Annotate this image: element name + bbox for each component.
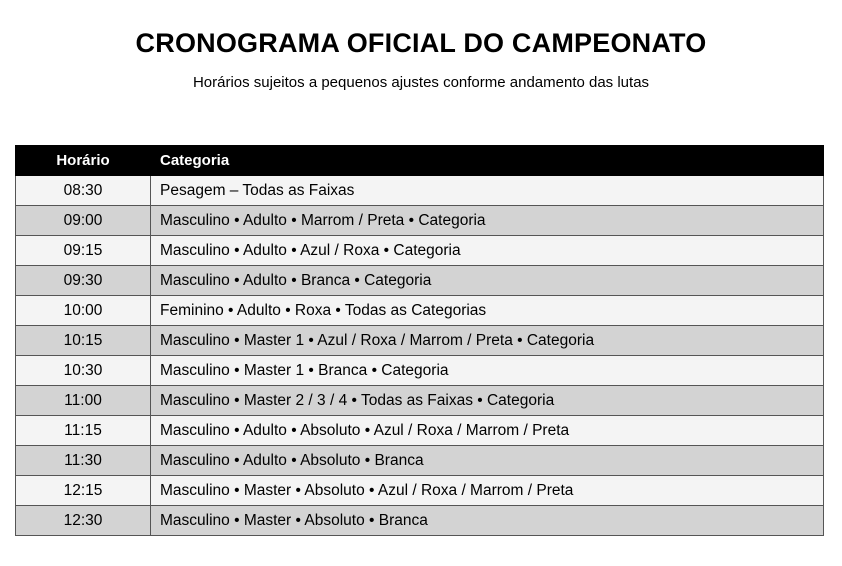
table-row <box>16 506 824 536</box>
schedule-time-cell: 11:15 <box>16 416 151 446</box>
schedule-table-body <box>16 176 824 536</box>
schedule-category-cell: Pesagem – Todas as Faixas <box>151 176 824 206</box>
schedule-category-cell: Masculino • Master 1 • Azul / Roxa / Marrom / Preta • Categoria <box>151 326 824 356</box>
table-row <box>16 476 824 506</box>
table-row <box>16 176 824 206</box>
header-row <box>16 146 824 176</box>
schedule-time-cell: 09:15 <box>16 236 151 266</box>
table-row <box>16 446 824 476</box>
column-header-category: Categoria <box>151 146 824 176</box>
table-row <box>16 236 824 266</box>
table-row <box>16 206 824 236</box>
schedule-category-cell: Masculino • Master • Absoluto • Azul / Roxa / Marrom / Preta <box>151 476 824 506</box>
table-row <box>16 416 824 446</box>
schedule-time-cell: 11:30 <box>16 446 151 476</box>
schedule-category-cell: Masculino • Adulto • Branca • Categoria <box>151 266 824 296</box>
schedule-time-cell: 09:30 <box>16 266 151 296</box>
schedule-time-cell: 12:15 <box>16 476 151 506</box>
schedule-time-cell: 08:30 <box>16 176 151 206</box>
schedule-category-cell: Masculino • Adulto • Absoluto • Azul / Roxa / Marrom / Preta <box>151 416 824 446</box>
schedule-time-cell: 10:00 <box>16 296 151 326</box>
schedule-category-cell: Masculino • Adulto • Absoluto • Branca <box>151 446 824 476</box>
table-row <box>16 266 824 296</box>
table-row <box>16 386 824 416</box>
table-row <box>16 296 824 326</box>
page-title: CRONOGRAMA OFICIAL DO CAMPEONATO <box>135 28 707 58</box>
table-row <box>16 356 824 386</box>
schedule-category-cell: Masculino • Master • Absoluto • Branca <box>151 506 824 536</box>
page-subtitle: Horários sujeitos a pequenos ajustes conforme andamento das lutas <box>192 74 650 91</box>
table-row <box>16 326 824 356</box>
schedule-category-cell: Masculino • Adulto • Marrom / Preta • Categoria <box>151 206 824 236</box>
schedule-category-cell: Masculino • Master 1 • Branca • Categoria <box>151 356 824 386</box>
schedule-time-cell: 11:00 <box>16 386 151 416</box>
schedule-time-cell: 09:00 <box>16 206 151 236</box>
schedule-category-cell: Masculino • Adulto • Azul / Roxa • Categoria <box>151 236 824 266</box>
schedule-time-cell: 10:15 <box>16 326 151 356</box>
column-header-time: Horário <box>16 146 151 176</box>
schedule-time-cell: 10:30 <box>16 356 151 386</box>
schedule-category-cell: Masculino • Master 2 / 3 / 4 • Todas as Faixas • Categoria <box>151 386 824 416</box>
schedule-table-header <box>16 146 824 176</box>
schedule-time-cell: 12:30 <box>16 506 151 536</box>
schedule-table <box>15 145 824 536</box>
schedule-category-cell: Feminino • Adulto • Roxa • Todas as Categorias <box>151 296 824 326</box>
